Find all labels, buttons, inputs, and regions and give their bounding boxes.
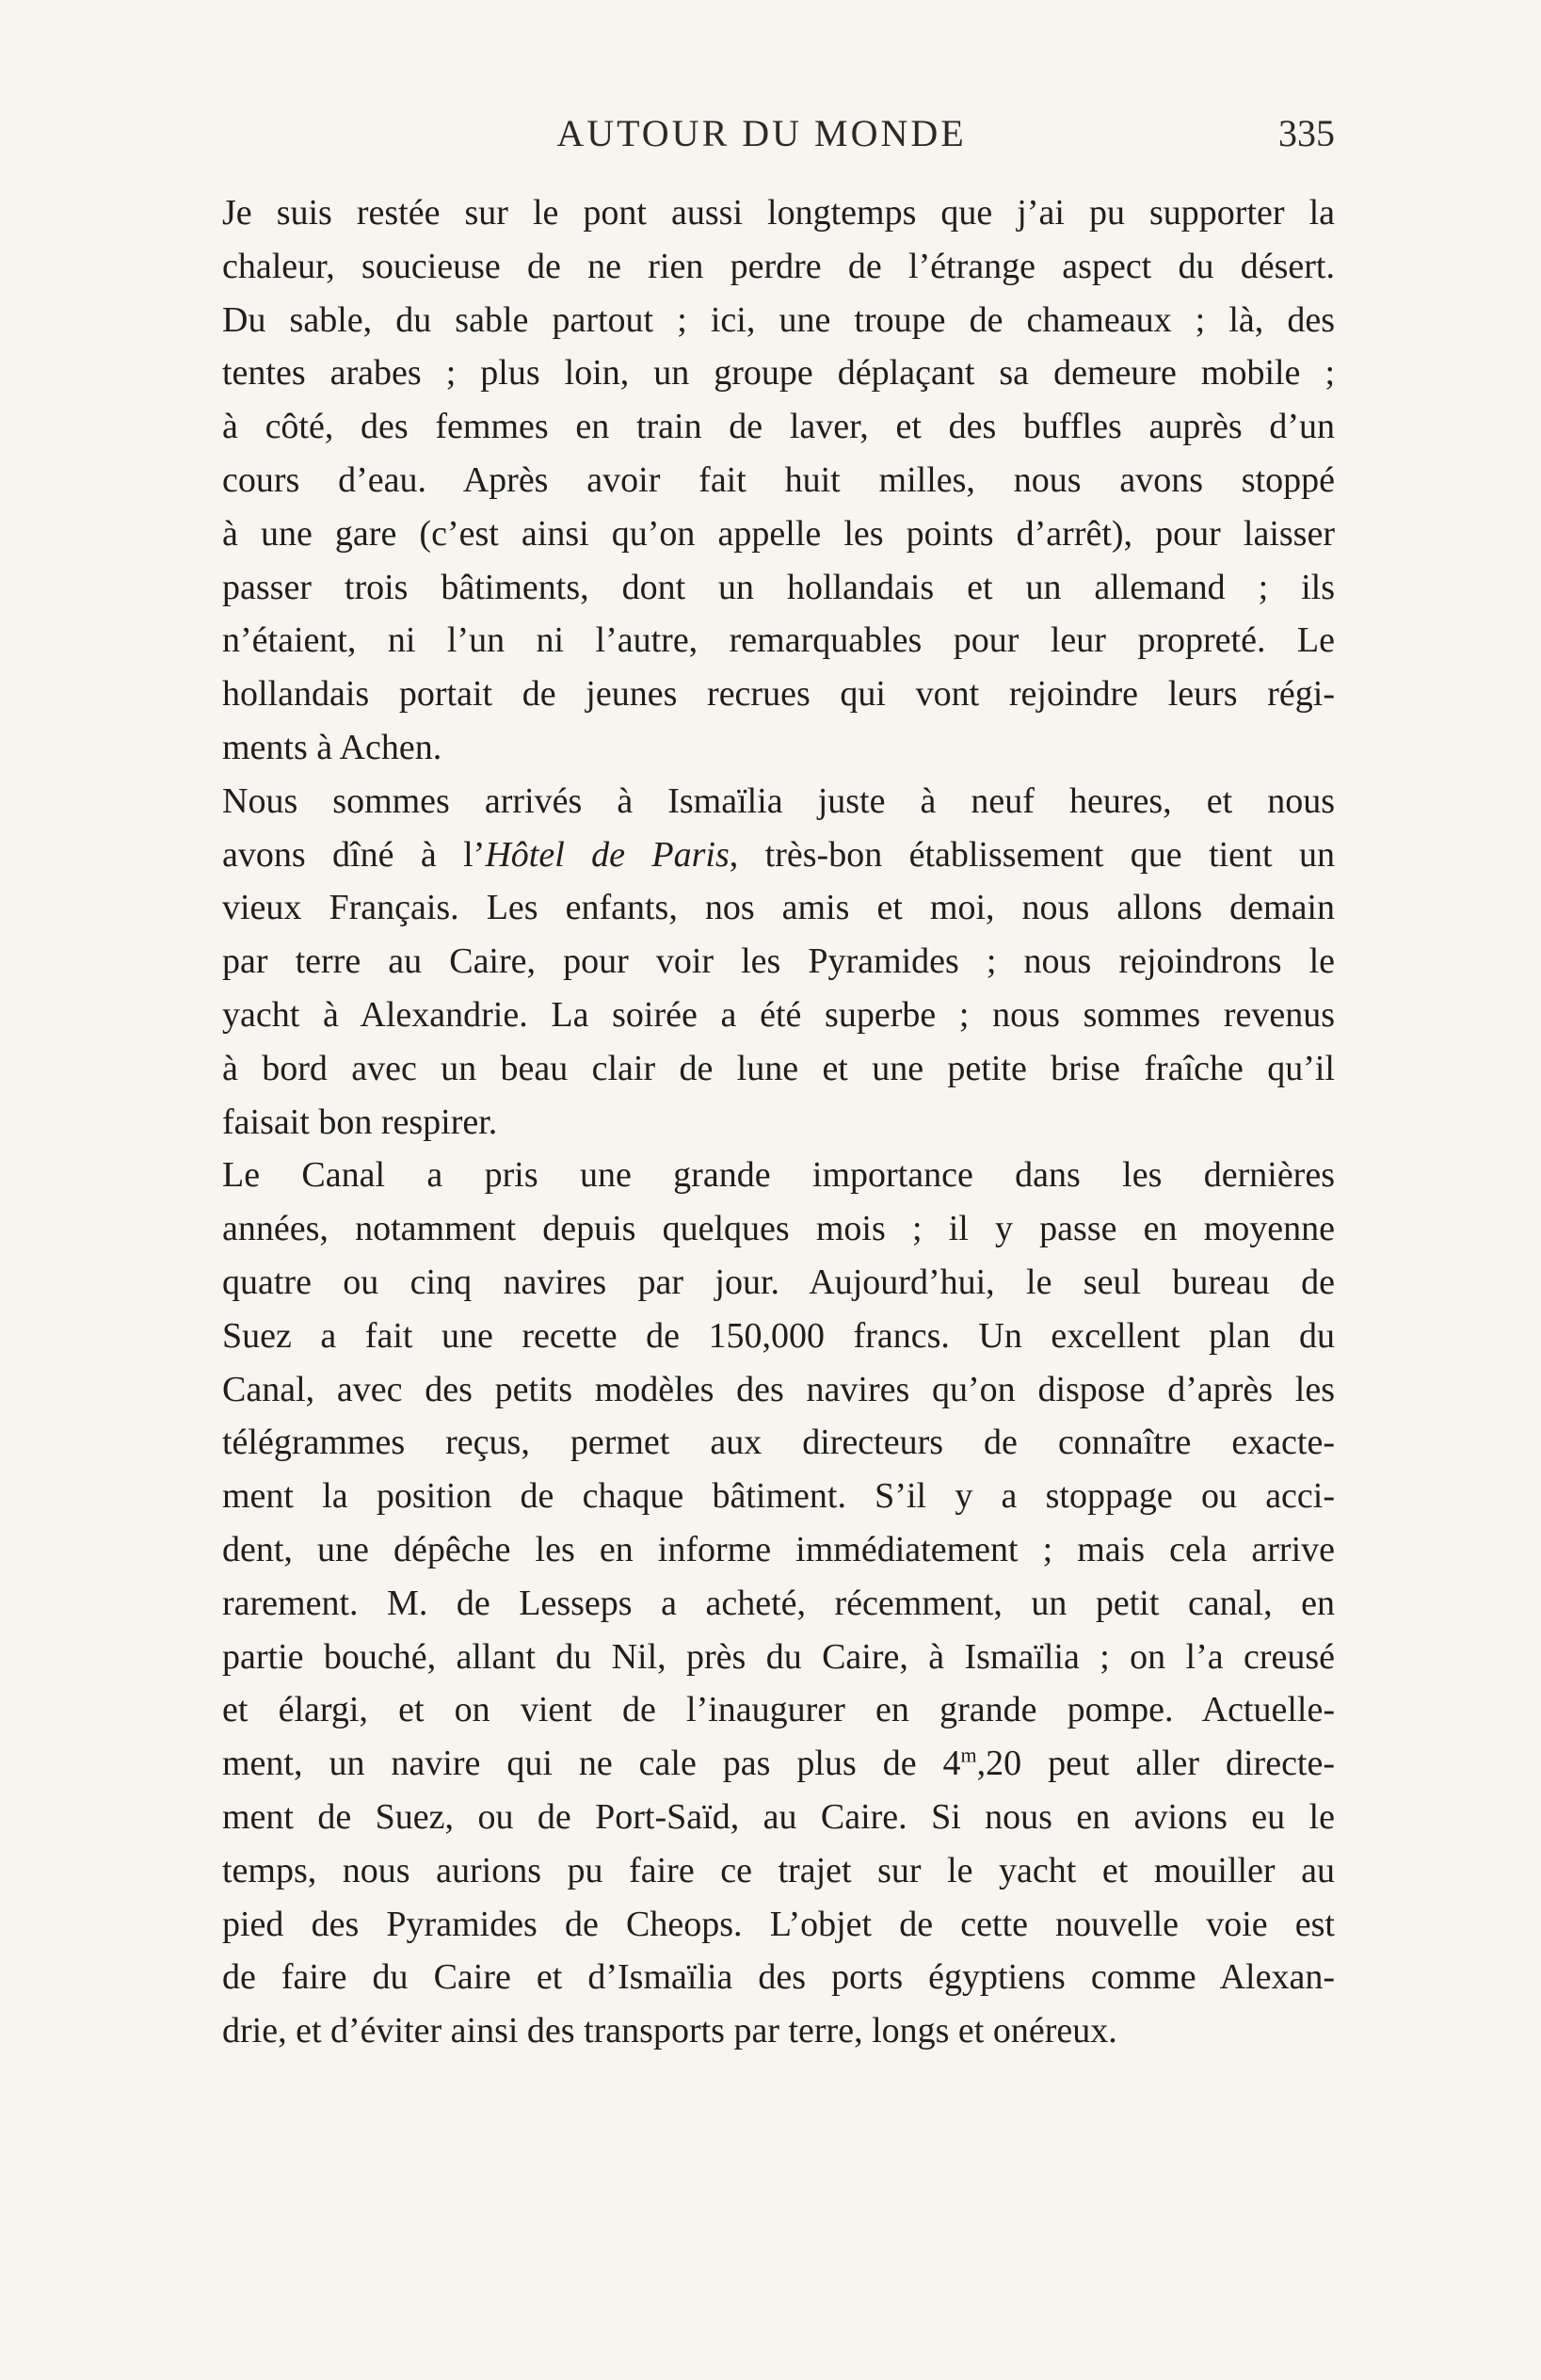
text-line: Nous sommes arrivés à Ismaïlia juste à neuf heures, et nous — [222, 780, 1335, 821]
text-line: temps, nous aurions pu faire ce trajet sur le yacht et mouiller au — [222, 1850, 1335, 1890]
text-line: par terre au Caire, pour voir les Pyramides ; nous rejoindrons le — [222, 941, 1335, 982]
text-line: Canal, avec des petits modèles des navires qu’on dispose d’après les — [222, 1369, 1335, 1409]
text-line: Du sable, du sable partout ; ici, une troupe de chameaux ; là, des — [222, 299, 1335, 340]
text-line: quatre ou cinq navires par jour. Aujourd’hui, le seul bureau de — [222, 1262, 1335, 1302]
paragraph-2 — [188, 775, 1335, 1150]
text-line: ment de Suez, ou de Port-Saïd, au Caire. Si nous en avions eu le — [222, 1796, 1335, 1837]
text-line: rarement. M. de Lesseps a acheté, récemment, un petit canal, en — [222, 1583, 1335, 1623]
body-text — [188, 186, 1335, 2058]
text-line: tentes arabes ; plus loin, un groupe déplaçant sa demeure mobile ; — [222, 353, 1335, 394]
text-line: ment la position de chaque bâtiment. S’il y a stoppage ou acci- — [222, 1476, 1335, 1517]
text-line: n’étaient, ni l’un ni l’autre, remarquables pour leur propreté. Le — [222, 620, 1335, 661]
text-line: dent, une dépêche les en informe immédiatement ; mais cela arrive — [222, 1529, 1335, 1569]
running-head — [188, 105, 1335, 162]
text-line: hollandais portait de jeunes recrues qui vont rejoindre leurs régi- — [222, 674, 1335, 715]
page-number: 335 — [1278, 112, 1335, 154]
text-line: pied des Pyramides de Cheops. L’objet de cette nouvelle voie est — [222, 1904, 1335, 1944]
text-line: ments à Achen. — [222, 727, 442, 767]
text-line — [188, 1737, 1335, 1791]
text-line: drie, et d’éviter ainsi des transports par terre, longs et onéreux. — [222, 2011, 1117, 2051]
text-line: cours d’eau. Après avoir fait huit milles, nous avons stoppé — [222, 459, 1335, 500]
text-line: et élargi, et on vient de l’inaugurer en grande pompe. Actuelle- — [222, 1690, 1335, 1730]
text-line: Je suis restée sur le pont aussi longtemps que j’ai pu supporter la — [222, 193, 1335, 233]
text-line: chaleur, soucieuse de ne rien perdre de l’étrange aspect du désert. — [222, 246, 1335, 286]
paragraph-1 — [188, 186, 1335, 775]
text-line: de faire du Caire et d’Ismaïlia des ports égyptiens comme Alexan- — [222, 1957, 1335, 1998]
text-line: partie bouché, allant du Nil, près du Caire, à Ismaïlia ; on l’a creusé — [222, 1636, 1335, 1677]
text-line: yacht à Alexandrie. La soirée a été superbe ; nous sommes revenus — [222, 994, 1335, 1035]
text-fragment: , très-bon établissement que tient un — [729, 834, 1336, 875]
text-fragment: avons dîné à l’ — [222, 834, 486, 875]
italic-title: Hôtel de Paris — [485, 834, 730, 875]
running-title: AUTOUR DU MONDE — [556, 112, 967, 154]
text-fragment: ,20 peut aller directe- — [976, 1744, 1336, 1784]
text-line: vieux Français. Les enfants, nos amis et moi, nous allons demain — [222, 888, 1335, 928]
text-line: télégrammes reçus, permet aux directeurs de connaître exacte- — [222, 1423, 1335, 1463]
superscript-unit: m — [960, 1743, 977, 1767]
text-fragment: ment, un navire qui ne cale pas plus de 4 — [222, 1744, 961, 1784]
paragraph-3 — [188, 1149, 1335, 2058]
text-line: Le Canal a pris une grande importance dans les dernières — [222, 1155, 1335, 1196]
text-line: à bord avec un beau clair de lune et une petite brise fraîche qu’il — [222, 1048, 1335, 1088]
text-line: Suez a fait une recette de 150,000 francs. Un excellent plan du — [222, 1315, 1335, 1356]
text-line: années, notamment depuis quelques mois ; il y passe en moyenne — [222, 1209, 1335, 1249]
text-line: à une gare (c’est ainsi qu’on appelle les points d’arrêt), pour laisser — [222, 513, 1335, 554]
text-line: faisait bon respirer. — [222, 1102, 498, 1142]
text-line: passer trois bâtiments, dont un hollandais et un allemand ; ils — [222, 567, 1335, 607]
text-line: à côté, des femmes en train de laver, et des buffles auprès d’un — [222, 407, 1335, 447]
text-line — [188, 828, 1335, 882]
